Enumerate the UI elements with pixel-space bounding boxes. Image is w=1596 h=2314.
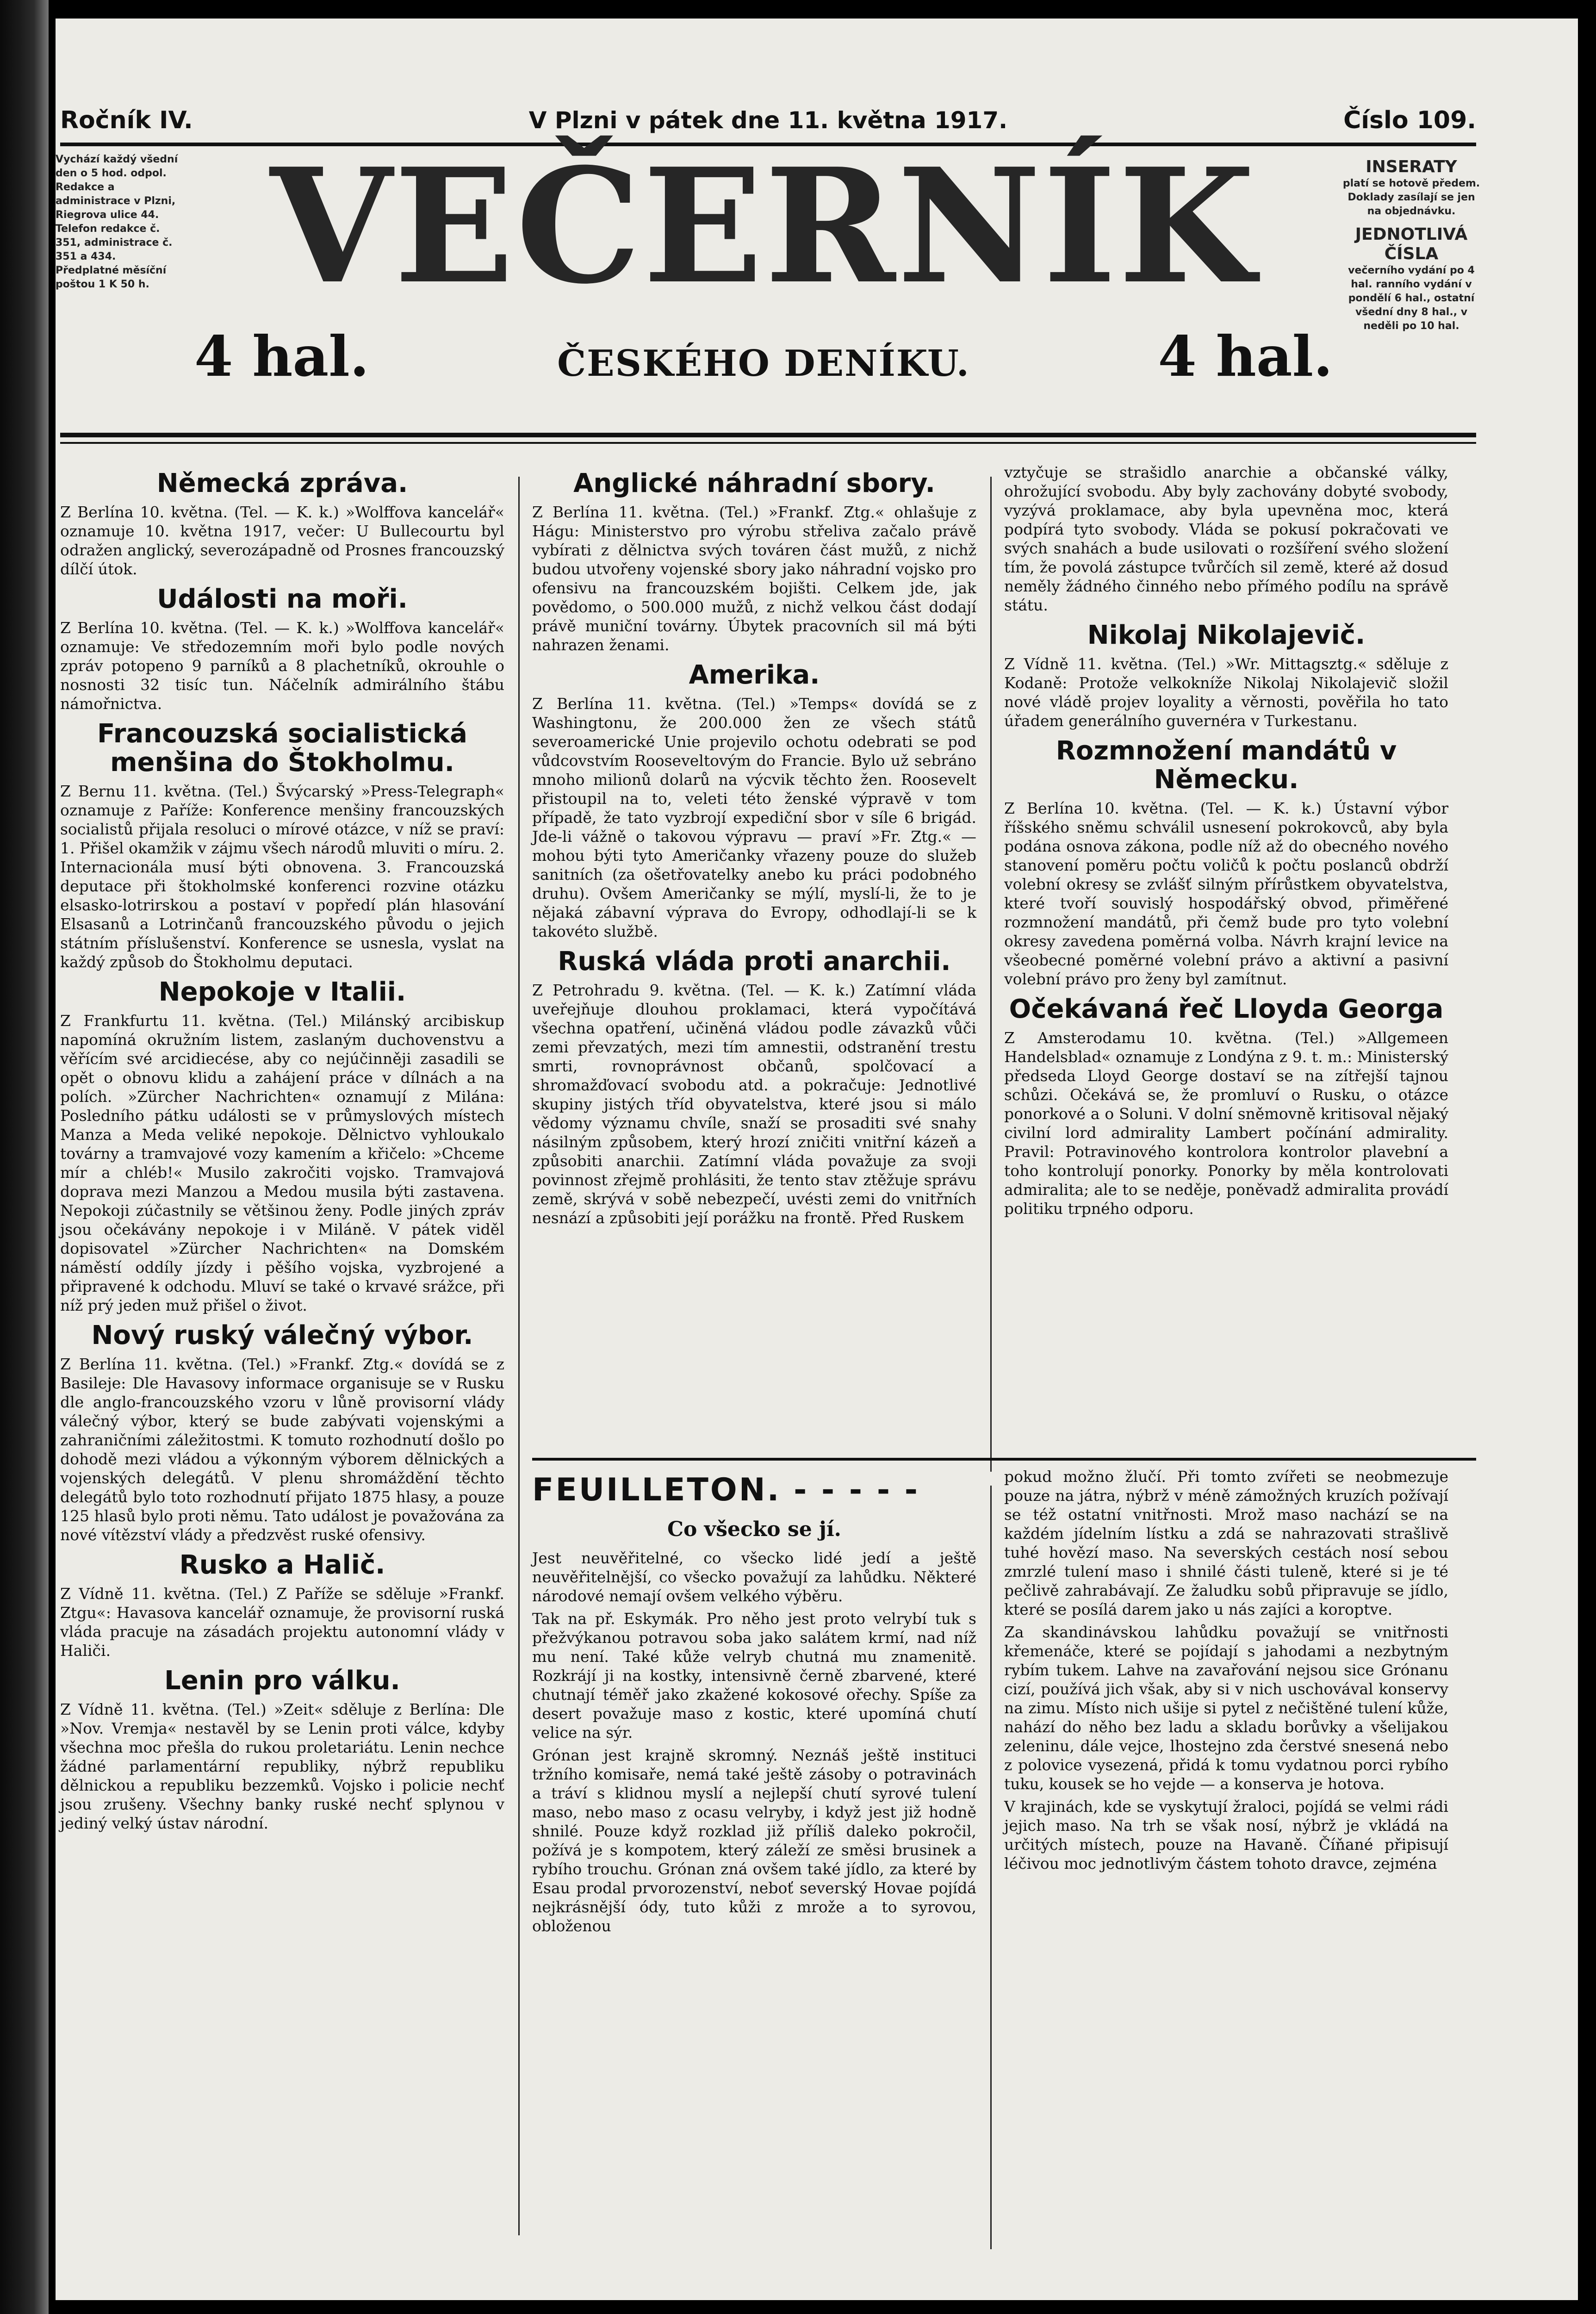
article-heading: Nepokoje v Italii. <box>158 977 406 1007</box>
single-copies-text: večerního vydání po 4 hal. ranního vydání v pondělí 6 hal., ostatní všední dny 8 hal., v neděli po 10 hal. <box>1348 265 1475 332</box>
article-heading: Lenin pro válku. <box>164 1666 400 1696</box>
inserts-text: platí se hotově předem. Doklady zasílají se jen na objednávku. <box>1342 178 1480 217</box>
article-body: Z Berlína 11. května. (Tel.) »Frankf. Ztg.« dovídá se z Basileje: Dle Havasovy informace organisuje se v Rusku dle anglo-francouzského vzoru v lůně provisorní vlády válečný výbor, který se bude zabývati vojenskými a zahraničními záležitostmi. K tomuto rozhodnutí došlo po dohodě mezi vládou a výkonným výborem dělnických a vojenských delegátů. V plenu shromáždění těchto delegátů bylo toto rozhodnutí přijato 1875 hlasy, a pouze 125 hlasů bylo proti němu. Tato událost je považována za nové vítězství vlády a předzvěst ruské ofensivy. <box>60 1355 504 1544</box>
masthead-left-notice: Vychází každý všední den o 5 hod. odpol. Redakce a administrace v Plzni, Riegrova ulice 44. Telefon redakce č. 351, administrace č. 351 a 434. Předplatné měsíční poštou 1 K 50 h. <box>56 154 178 290</box>
article-body: Z Amsterodamu 10. května. (Tel.) »Allgemeen Handelsblad« oznamuje z Londýna z 9. t. m.: Ministerský předseda Lloyd George dostaví se na zítřejší tajnou schůzi. Očekává se, že promluví o Rusku, o otázce ponorkové a o Soluni. V dolní sněmovně kritisoval nějaký civilní lord admirality Lambert počínání admirality. Pravil: Potravinového kontrolora kontrolor plavební a toho kontrolují ponorky. Ponorky by měla kontrolovati admiralita; ale to se neděje, poněvadž admiralita provádí politiku trpného odporu. <box>1004 1029 1448 1218</box>
feuilleton-left <box>532 1467 976 1939</box>
page-edge-shadow <box>0 0 49 2314</box>
newspaper-page <box>56 19 1578 2300</box>
article-heading: Očekávaná řeč Lloyda Georga <box>1009 994 1444 1024</box>
article-body: Z Petrohradu 9. května. (Tel. — K. k.) Zatímní vláda uveřejňuje dlouhou proklamaci, která vypočítává všechna opatření, učiněná vládou podle závazků vůči zemi převzatých, mezi tím amnestii, odstranění trestu smrti, rovnoprávnost občanů, spolčovací a shromažďovací svobodu atd. a pokračuje: Jednotlivé skupiny jistých tříd obyvatelstva, které jsou si málo vědomy významu chvíle, snaží se prosaditi své snahy násilným způsobem, který hrozí zničiti vnitřní kázeň a způsobiti anarchii. Zatímní vláda považuje za svoji povinnost zřejmě prohlásiti, že tento stav ztěžuje správu země, skrývá v sobě nebezpečí, uvésti zemi do vnitřních nesnází a způsobiti její porážku na frontě. Před Ruskem <box>532 981 976 1227</box>
article-heading: Rusko a Halič. <box>179 1550 385 1580</box>
inserts-heading: INSERATY <box>1366 157 1457 176</box>
volume-label: Ročník IV. <box>60 106 193 134</box>
article-body: vztyčuje se strašidlo anarchie a občanské války, ohrožující svobodu. Aby byly zachovány dobyté svobody, vyzývá proklamace, aby byla upevněna moc, která podpírá tyto svobody. Vláda se pokusí pokračovati ve svých snahách a bude usilovati o rozšíření svého složení tím, že povolá zástupce tvůrčích sil země, které až dosud neměly žádného činného nebo přímého podílu na správě státu. <box>1004 463 1448 614</box>
article-heading: Francouzská socialistická menšina do Štokholmu. <box>97 719 467 778</box>
masthead-bottom-rule <box>60 433 1476 437</box>
masthead-top-line <box>60 106 1476 134</box>
article-body: Z Berlína 10. května. (Tel. — K. k.) »Wolffova kancelář« oznamuje: Ve středozemním moři bylo podle nových zpráv potopeno 9 parníků a 8 plachetníků, okrouhle o nosnosti 32 tisíc tun. Náčelník admirálního štábu námořnictva. <box>60 619 504 713</box>
article-body: Z Frankfurtu 11. května. (Tel.) Milánský arcibiskup napomíná okružním listem, zaslaným duchovenstvu a věřícím své arcidiecése, aby co nejúčinněji zasadili se opět o obnovu klidu a zahájení práce v dílnách a na polích. »Zürcher Nachrichten« oznamují z Milána: Posledního pátku události se v průmyslových místech Manza a Meda veliké nepokoje. Dělnictvo vyhloukalo továrny a tramvajové vozy kamením a křičelo: »Chceme mír a chléb!« Musilo zakročiti vojsko. Tramvajová doprava mezi Manzou a Medou musila býti zastavena. Nepokoji zúčastnily se většinou ženy. Podle jiných zpráv jsou očekávány nepokoje i v Miláně. V pátek viděl dopisovatel »Zürcher Nachrichten« na Domském náměstí oddíly jízdy i pěšího vojska, vyzbrojené a připravené k odchodu. Mluví se také o krvavé srážce, při níž prý jeden muž přišel o život. <box>60 1012 504 1314</box>
feuilleton-paragraph: V krajinách, kde se vyskytují žraloci, pojídá se velmi rádi jejich maso. Na trh se však nosí, nýbrž je vkládá na určitých místech, pouze na Havaně. Číňané připisují léčivou moc jednotlivým částem tohoto dravce, zejména <box>1004 1798 1448 1872</box>
price-right: 4 hal. <box>1158 324 1333 389</box>
column-separator <box>990 1486 992 2249</box>
single-copies-heading: JEDNOTLIVÁ ČÍSLA <box>1355 225 1468 263</box>
article-heading: Anglické náhradní sbory. <box>573 468 935 498</box>
columns-area <box>60 463 1476 2268</box>
column-separator <box>518 477 520 2235</box>
article-body: Z Berlína 11. května. (Tel.) »Frankf. Ztg.« ohlašuje z Hágu: Ministerstvo pro výrobu střeliva začalo právě vybírati z dělnictva svých továren část mužů, z nichž budou utvořeny vojenské sbory jako náhradní vojsko pro ofensivu na francouzském bojišti. Celkem jde, jak povědomo, o 500.000 mužů, z nichž velkou část dodají právě muniční továrny. Úbytek pracovních sil má býti nahrazen ženami. <box>532 503 976 654</box>
article-body: Z Berlína 10. května. (Tel. — K. k.) »Wolffova kancelář« oznamuje 10. května 1917, večer: U Bullecourtu byl odražen anglický, severozápadně od Prosnes francouzský dílčí útok. <box>60 503 504 578</box>
column-2 <box>532 463 976 1231</box>
newspaper-title: VEČERNÍK <box>270 134 1257 319</box>
feuilleton-paragraph: Za skandinávskou lahůdku považují se vnitřnosti křemenáče, které se pojídají s jahodami a nezbytným rybím tukem. Lahve na zavařování nejsou sice Grónanu cizí, používá jich však, aby si v nich uschovával konservy na zimu. Místo nich ušije si pytel z nečištěné tulení kůže, nahází do něho bez ladu a skladu borůvky a všelijakou zeleninu, dále vejce, lhostejno zda čerstvé snesená nebo z polovice vysezená, přidá k tomu vydatnou porci rybího tuku, kousek se ho vejde — a konserva je hotova. <box>1004 1623 1448 1793</box>
feuilleton-rule <box>532 1458 1476 1461</box>
article-body: Z Berlína 11. května. (Tel.) »Temps« dovídá se z Washingtonu, že 200.000 žen ze všech států severoamerické Unie projevilo ochotu odebrati se pod vůdcovstvím Rooseveltovým do Francie. Bylo už sebráno mnoho milionů dolarů na výcvik těchto žen. Roosevelt přistoupil na to, veleti této ženské výpravě v tom případě, že tato vyzbrojí expediční sbor v síle 6 brigád. Jde-li vážně o takovou výpravu — praví »Fr. Ztg.« — mohou býti tyto Američanky vřazeny pouze do služeb sanitních (za ošetřovatelky anebo ku práci podobného druhu). Ovšem Američanky se mýlí, myslí-li, že to je nějaká zábavní výprava do Evropy, odhodlají-li se k takovéto službě. <box>532 695 976 940</box>
feuilleton-title: Co všecko se jí. <box>667 1518 841 1541</box>
issue-number: Číslo 109. <box>1343 106 1476 134</box>
masthead-subline <box>194 324 1333 389</box>
date-line: V Plzni v pátek dne 11. května 1917. <box>528 107 1008 134</box>
article-heading: Ruská vláda proti anarchii. <box>558 946 951 977</box>
feuilleton-paragraph: Tak na př. Eskymák. Pro něho jest proto velrybí tuk s přežvýkanou potravou soba jako salátem krmí, nad níž mu není. Také kůže velryb chutná mu znamenitě. Rozkrájí ji na kostky, intensivně černě zbarvené, které chutnají téměř jako zkažené kokosové ořechy. Spíše za desert považuje maso z kostic, které upomíná chutí velice na sýr. <box>532 1610 976 1742</box>
article-body: Z Berlína 10. května. (Tel. — K. k.) Ústavní výbor říšského sněmu schválil usnesení pokrokovců, aby byla podána osnova zákona, podle níž až do obecného nového stanovení poměru počtu voličů k počtu poslanců obdrží volební okresy se zvlášť silným přírůstkem obyvatelstva, které tvoří souvislý hospodářský obvod, přiměřené rozmnožení mandátů, při čemž bude pro tyto volební okresy zavedena poměrná volba. Návrh krajní levice na všeobecné poměrné volební právo a aktivní a pasivní volební právo pro ženy byl zamítnut. <box>1004 799 1448 988</box>
masthead-right-notice <box>1342 157 1481 333</box>
column-separator <box>990 477 992 1472</box>
price-left: 4 hal. <box>194 324 369 389</box>
newspaper-subtitle: ČESKÉHO DENÍKU. <box>557 342 970 385</box>
feuilleton-paragraph: Grónan jest krajně skromný. Neznáš ještě instituci tržního komisaře, nemá také ještě zásoby o potravinách a tráví s klidnou myslí a nejlepší chutí syrové tulení maso, nebo maso z ocasu velryby, i když jest již hodně shnilé. Pouze když rozklad již příliš daleko pokročil, požívá je s kompotem, který záleží ze směsi brusinek a rybího trouchu. Grónan zná ovšem také jídlo, za které by Esau prodal prvorozenství, neboť severský Hovae pojídá nejkrásnější ódy, tuto kůži z mrože a to syrovou, obloženou <box>532 1746 976 1935</box>
feuilleton-right <box>1004 1467 1448 1877</box>
article-heading: Německá zpráva. <box>156 468 408 498</box>
article-heading: Rozmnožení mandátů v Německu. <box>1056 736 1397 795</box>
article-heading: Nový ruský válečný výbor. <box>91 1320 473 1350</box>
feuilleton-paragraph: pokud možno žlučí. Při tomto zvířeti se neobmezuje pouze na játra, nýbrž v méně zámožných kruzích požívají se též ostatní vnitřnosti. Mrož maso nachází se na každém jídelním lístku a zdá se nahrazovati strašlivě tuhé hovězí maso. Na severských cestách nosí sebou zmrzlé tulení maso i shnilé části tuleně, které si je té pečlivě zahrabávají. Ze žaludku sobů připravuje se jídlo, které se posílá darem jako u nás zajíci a koroptve. <box>1004 1468 1448 1618</box>
article-body: Z Bernu 11. května. (Tel.) Švýcarský »Press-Telegraph« oznamuje z Paříže: Konference menšiny francouzských socialistů přijala resoluci o mírové otázce, v níž se praví: 1. Přišel okamžik v zájmu všech národů mluviti o míru. 2. Internacionála musí býti obnovena. 3. Francouzská deputace při štokholmské konferenci rozvine otázku elsasko-lotrirskou a postaví v popředí plán hlasování Elsasanů a Lotrinčanů francouzského původu o jejich státním příslušenství. Konference se usnesla, vyslat na každý způsob do Štokholmu deputaci. <box>60 782 504 971</box>
column-3 <box>1004 463 1448 1222</box>
column-1 <box>60 463 504 1836</box>
article-body: Z Vídně 11. května. (Tel.) »Zeit« sděluje z Berlína: Dle »Nov. Vremja« nestavěl by se Lenin proti válce, kdyby všechna moc přešla do rukou proletariátu. Lenin nechce žádné parlamentární republiky, nýbrž republiku dělnickou a republiku bezzemků. Vojsko i policie nechť jsou zrušeny. Všechny banky ruské nechť splynou v jediný velký ústav národní. <box>60 1700 504 1832</box>
article-body: Z Vídně 11. května. (Tel.) Z Paříže se sděluje »Frankf. Ztgu«: Havasova kancelář oznamuje, že provisorní ruská vláda pracuje na zásadách projektu autonomní vlády v Haliči. <box>60 1585 504 1660</box>
masthead-bottom-rule-thin <box>60 442 1476 444</box>
article-heading: Nikolaj Nikolajevič. <box>1087 620 1366 650</box>
feuilleton-paragraph: Jest neuvěřitelné, co všecko lidé jedí a ještě neuvěřitelnější, co všecko považují za lahůdku. Některé národové nemají ovšem velkého výběru. <box>532 1549 976 1605</box>
article-heading: Události na moři. <box>157 584 408 614</box>
feuilleton-heading: FEUILLETON. - - - - - <box>532 1472 919 1508</box>
article-heading: Amerika. <box>689 660 820 690</box>
article-body: Z Vídně 11. května. (Tel.) »Wr. Mittagsztg.« sděluje z Kodaně: Protože velkokníže Nikolaj Nikolajevič složil nové vládě projev loyality a věrnosti, pověřila ho tato úřadem generálního guvernéra v Turkestanu. <box>1004 655 1448 730</box>
